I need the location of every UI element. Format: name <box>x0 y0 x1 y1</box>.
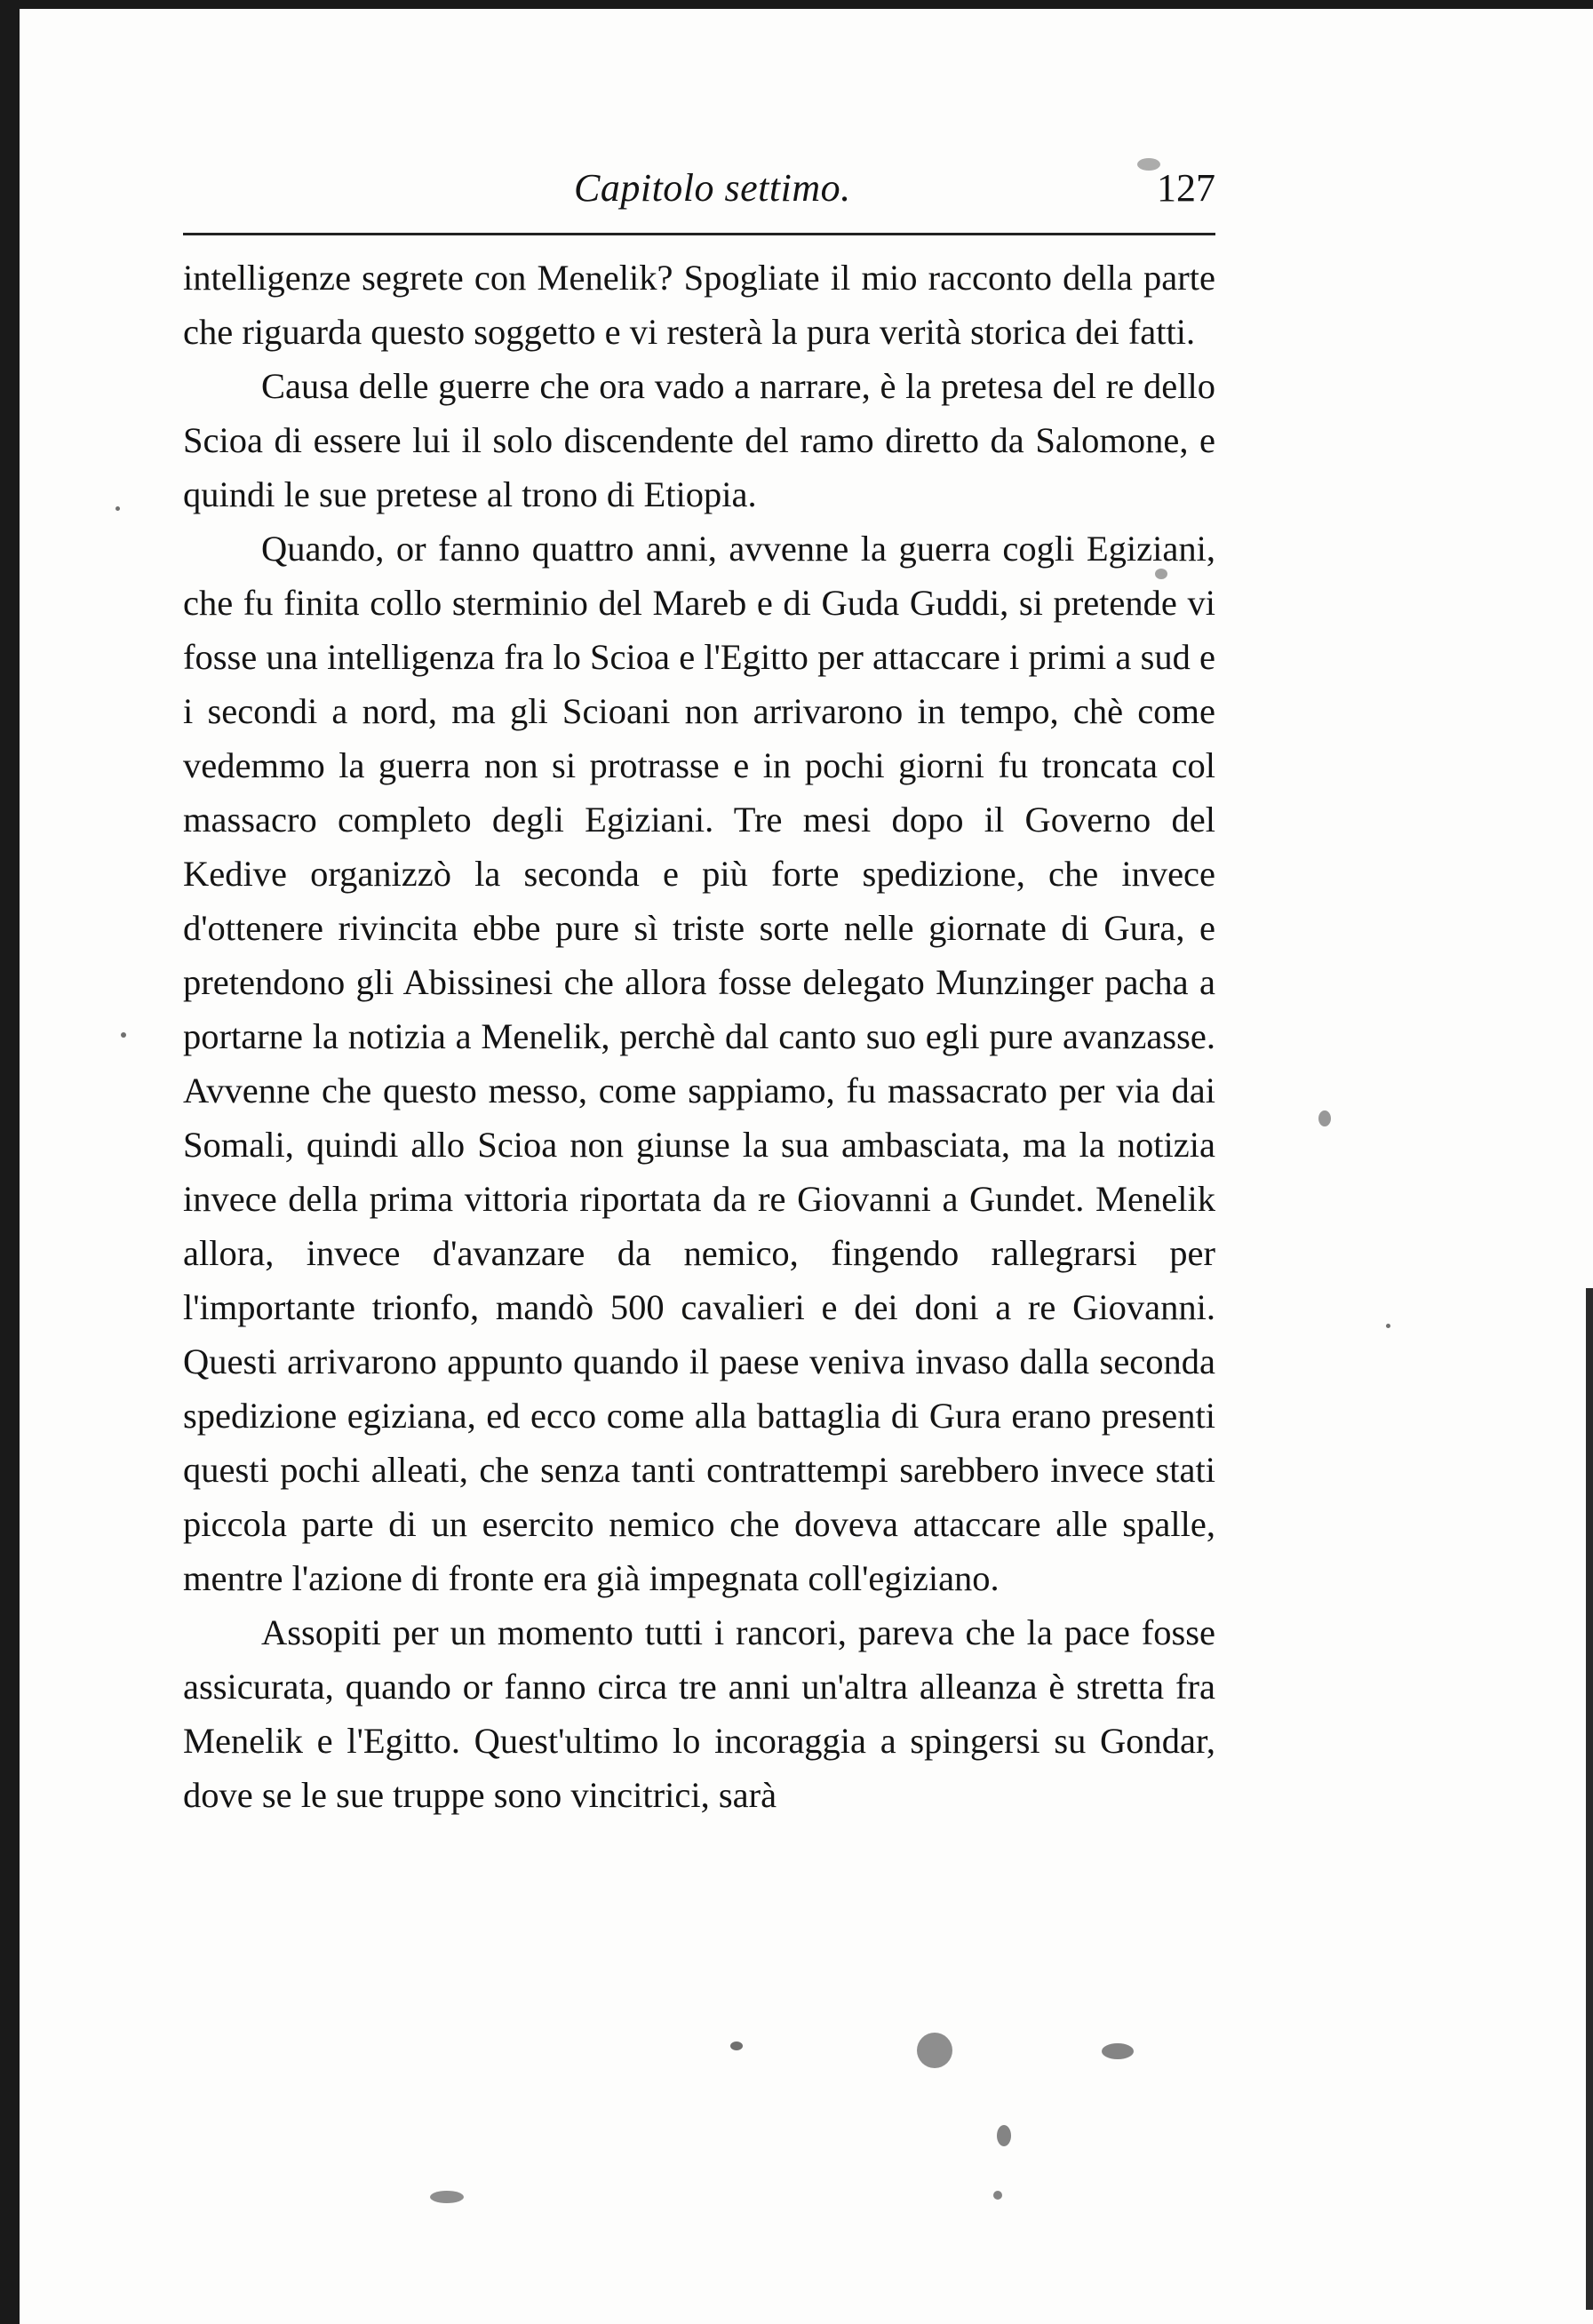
scan-speck <box>997 2125 1011 2146</box>
scan-speck <box>917 2033 952 2068</box>
scan-speck <box>1386 1324 1390 1328</box>
scan-edge-right <box>1586 1288 1593 2310</box>
paragraph: Assopiti per un momento tutti i rancori, pareva che la pace fosse assicurata, quando or fanno circa tre anni un'altra alleanza è stretta fra Menelik e l'Egitto. Quest'ultimo lo incoraggia a spingersi su Gondar, dove se le sue truppe sono vincitrici, sarà <box>183 1612 1215 1815</box>
body-text <box>183 251 1215 1822</box>
scan-speck <box>1137 158 1160 171</box>
scan-speck <box>430 2191 464 2203</box>
running-head <box>183 162 1215 224</box>
scan-edge-top <box>0 0 1593 9</box>
header-rule <box>183 233 1215 235</box>
paragraph: Quando, or fanno quattro anni, avvenne la guerra cogli Egiziani, che fu finita collo sterminio del Mareb e di Guda Guddi, si pretende vi fosse una intelligenza fra lo Scioa e l'Egitto per attaccare i primi a sud e i secondi a nord, ma gli Scioani non arrivarono in tempo, chè come vedemmo la guerra non si protrasse e in pochi giorni fu troncata col massacro completo degli Egiziani. Tre mesi dopo il Governo del Kedive organizzò la seconda e più forte spedizione, che invece d'ottenere rivincita ebbe pure sì triste sorte nelle giornate di Gura, e pretendono gli Abissinesi che allora fosse delegato Munzinger pacha a portarne la notizia a Menelik, perchè dal canto suo egli pure avanzasse. Avvenne che questo messo, come sappiamo, fu massacrato per via dai Somali, quindi allo Scioa non giunse la sua ambasciata, ma la notizia invece della prima vittoria riportata da re Giovanni a Gundet. Menelik allora, invece d'avanzare da nemico, fingendo rallegrarsi per l'importante trionfo, mandò 500 cavalieri e dei doni a re Giovanni. Questi arrivarono appunto quando il paese veniva invaso dalla seconda spedizione egiziana, ed ecco come alla battaglia di Gura erano presenti questi pochi alleati, che senza tanti contrattempi sarebbero invece stati piccola parte di un esercito nemico che doveva attaccare alle spalle, mentre l'azione di fronte era già impegnata coll'egiziano. <box>183 529 1215 1598</box>
scan-speck <box>121 1032 126 1038</box>
scan-speck <box>1155 569 1167 579</box>
chapter-title: Capitolo settimo. <box>574 166 851 210</box>
paragraph: Causa delle guerre che ora vado a narrare, è la pretesa del re dello Scioa di essere lui il solo discendente del ramo diretto da Salomone, e quindi le sue pretese al trono di Etiopia. <box>183 366 1215 514</box>
scan-speck <box>993 2191 1002 2200</box>
paragraph-continuation: intelligenze segrete con Menelik? Spogliate il mio racconto della parte che riguarda questo soggetto e vi resterà la pura verità storica dei fatti. <box>183 258 1215 352</box>
scan-speck <box>1318 1110 1331 1126</box>
scan-edge-left <box>0 0 20 2324</box>
scan-speck <box>730 2041 743 2050</box>
scan-speck <box>1102 2043 1134 2059</box>
scan-speck <box>115 506 120 511</box>
page-number: 127 <box>1157 166 1215 210</box>
